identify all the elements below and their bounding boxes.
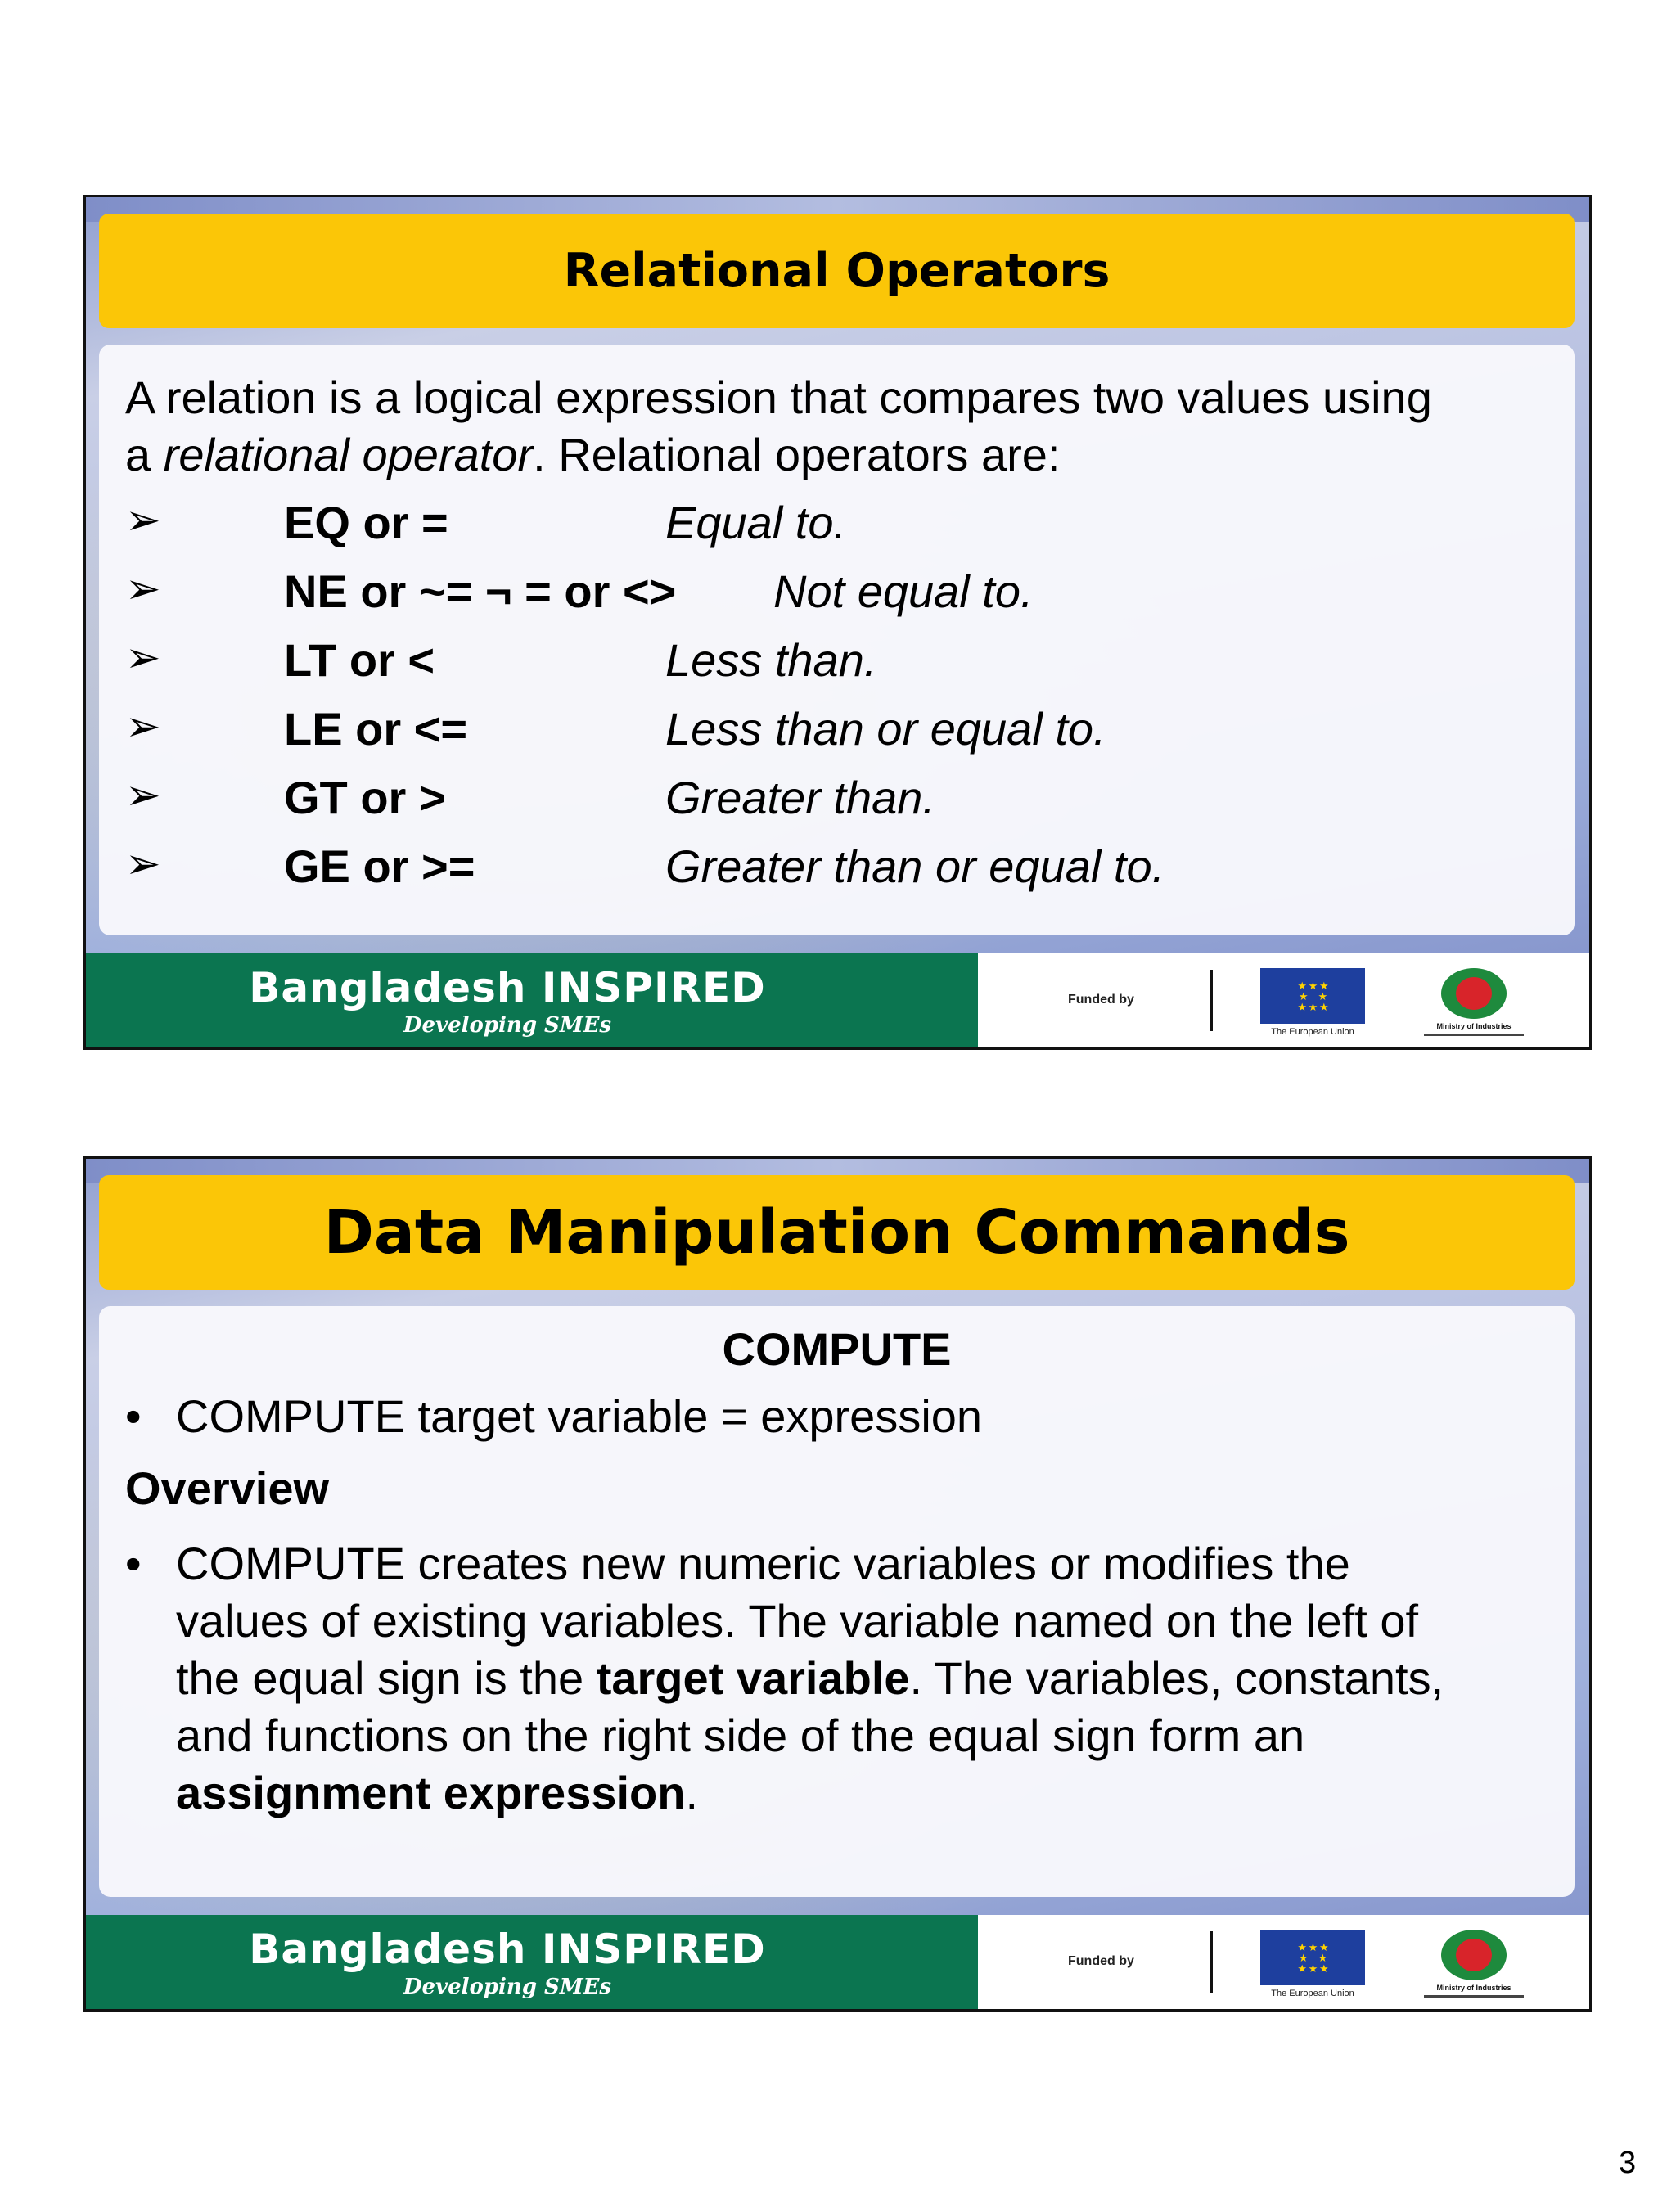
operator-meaning: Less than. [665, 634, 877, 686]
overview-heading: Overview [125, 1462, 330, 1514]
slide-title: Relational Operators [563, 244, 1111, 298]
brand-tagline: Developing SMEs [403, 1012, 612, 1038]
eu-label: The European Union [1271, 1989, 1354, 1998]
slide-title: Data Manipulation Commands [323, 1197, 1350, 1268]
ministry-emblem-icon [1441, 1930, 1507, 1980]
arrow-bullet-icon: ➢ [125, 565, 161, 614]
brand-name: Bangladesh INSPIRED [249, 963, 766, 1011]
divider [1210, 1931, 1213, 1993]
ministry-subtext-line [1424, 1034, 1524, 1036]
divider [1210, 970, 1213, 1031]
funder-logos [978, 1915, 1589, 2009]
brand-name: Bangladesh INSPIRED [249, 1925, 766, 1973]
funded-by-label: Funded by [1068, 1954, 1134, 1968]
description-bullet [125, 1535, 1549, 1830]
operator-row [125, 565, 1549, 630]
slide-content [99, 345, 1575, 935]
intro-line-2 [125, 426, 1549, 484]
ministry-label: Ministry of Industries [1436, 1984, 1512, 1992]
page-number: 3 [1619, 2146, 1637, 2180]
operator-symbol: LE or <= [284, 703, 468, 755]
operator-meaning: Not equal to. [773, 565, 1034, 617]
operator-meaning: Less than or equal to. [665, 703, 1106, 755]
command-heading: COMPUTE [722, 1323, 952, 1375]
intro-prefix: a [125, 429, 164, 480]
funded-by-label: Funded by [1068, 993, 1134, 1007]
description-line [176, 1650, 1559, 1707]
operator-symbol: LT or < [284, 634, 435, 686]
slide-footer [86, 1915, 1589, 2009]
operator-row [125, 702, 1549, 768]
intro-text [125, 369, 1549, 484]
operator-meaning: Greater than. [665, 772, 935, 823]
target-variable-term: target variable [596, 1652, 910, 1704]
brand-banner [86, 1915, 978, 2009]
line-suffix: . [685, 1767, 699, 1818]
funder-logos [978, 953, 1589, 1047]
arrow-bullet-icon: ➢ [125, 771, 161, 820]
operator-row [125, 496, 1549, 561]
line-suffix: . The variables, constants, [909, 1652, 1444, 1704]
slide-title-bar [99, 214, 1575, 328]
operator-row [125, 840, 1549, 905]
slide-footer [86, 953, 1589, 1047]
ministry-label: Ministry of Industries [1436, 1022, 1512, 1030]
intro-suffix: . Relational operators are: [533, 429, 1061, 480]
operator-symbol: GE or >= [284, 840, 475, 892]
bullet-icon: • [125, 1538, 142, 1589]
arrow-bullet-icon: ➢ [125, 702, 161, 751]
description-line: and functions on the right side of the equal sign form an [176, 1710, 1305, 1761]
slide-data-manipulation [83, 1156, 1592, 2012]
line-prefix: the equal sign is the [176, 1652, 597, 1704]
slide-title-bar [99, 1175, 1575, 1290]
syntax-text: COMPUTE target variable = expression [176, 1390, 983, 1442]
brand-tagline: Developing SMEs [403, 1974, 612, 1999]
slide-relational-operators [83, 195, 1592, 1050]
assignment-expression-term: assignment expression [176, 1767, 686, 1818]
operator-meaning: Greater than or equal to. [665, 840, 1165, 892]
arrow-bullet-icon: ➢ [125, 633, 161, 683]
ministry-emblem-icon [1441, 968, 1507, 1019]
intro-italic-term: relational operator [163, 429, 534, 480]
operator-symbol: EQ or = [284, 497, 448, 548]
brand-banner [86, 953, 978, 1047]
operator-symbol: NE or ~= ¬ = or <> [284, 565, 677, 617]
description-text [176, 1535, 1559, 1822]
arrow-bullet-icon: ➢ [125, 496, 161, 545]
operator-row [125, 771, 1549, 836]
eu-flag-icon: ★ ★ ★ ★ ★ ★ ★ ★ [1260, 1930, 1365, 1985]
operator-symbol: GT or > [284, 772, 446, 823]
ministry-subtext-line [1424, 1995, 1524, 1998]
operator-row [125, 633, 1549, 699]
eu-flag-icon: ★ ★ ★ ★ ★ ★ ★ ★ [1260, 968, 1365, 1024]
operator-meaning: Equal to. [665, 497, 847, 548]
eu-label: The European Union [1271, 1027, 1354, 1037]
intro-line-1: A relation is a logical expression that compares two values using [125, 372, 1432, 423]
bullet-icon: • [125, 1390, 142, 1442]
arrow-bullet-icon: ➢ [125, 840, 161, 889]
description-line: COMPUTE creates new numeric variables or modifies the [176, 1538, 1350, 1589]
description-line [176, 1764, 1559, 1822]
syntax-bullet [125, 1388, 1549, 1445]
slide-content [99, 1306, 1575, 1897]
description-line: values of existing variables. The variable named on the left of [176, 1595, 1419, 1647]
